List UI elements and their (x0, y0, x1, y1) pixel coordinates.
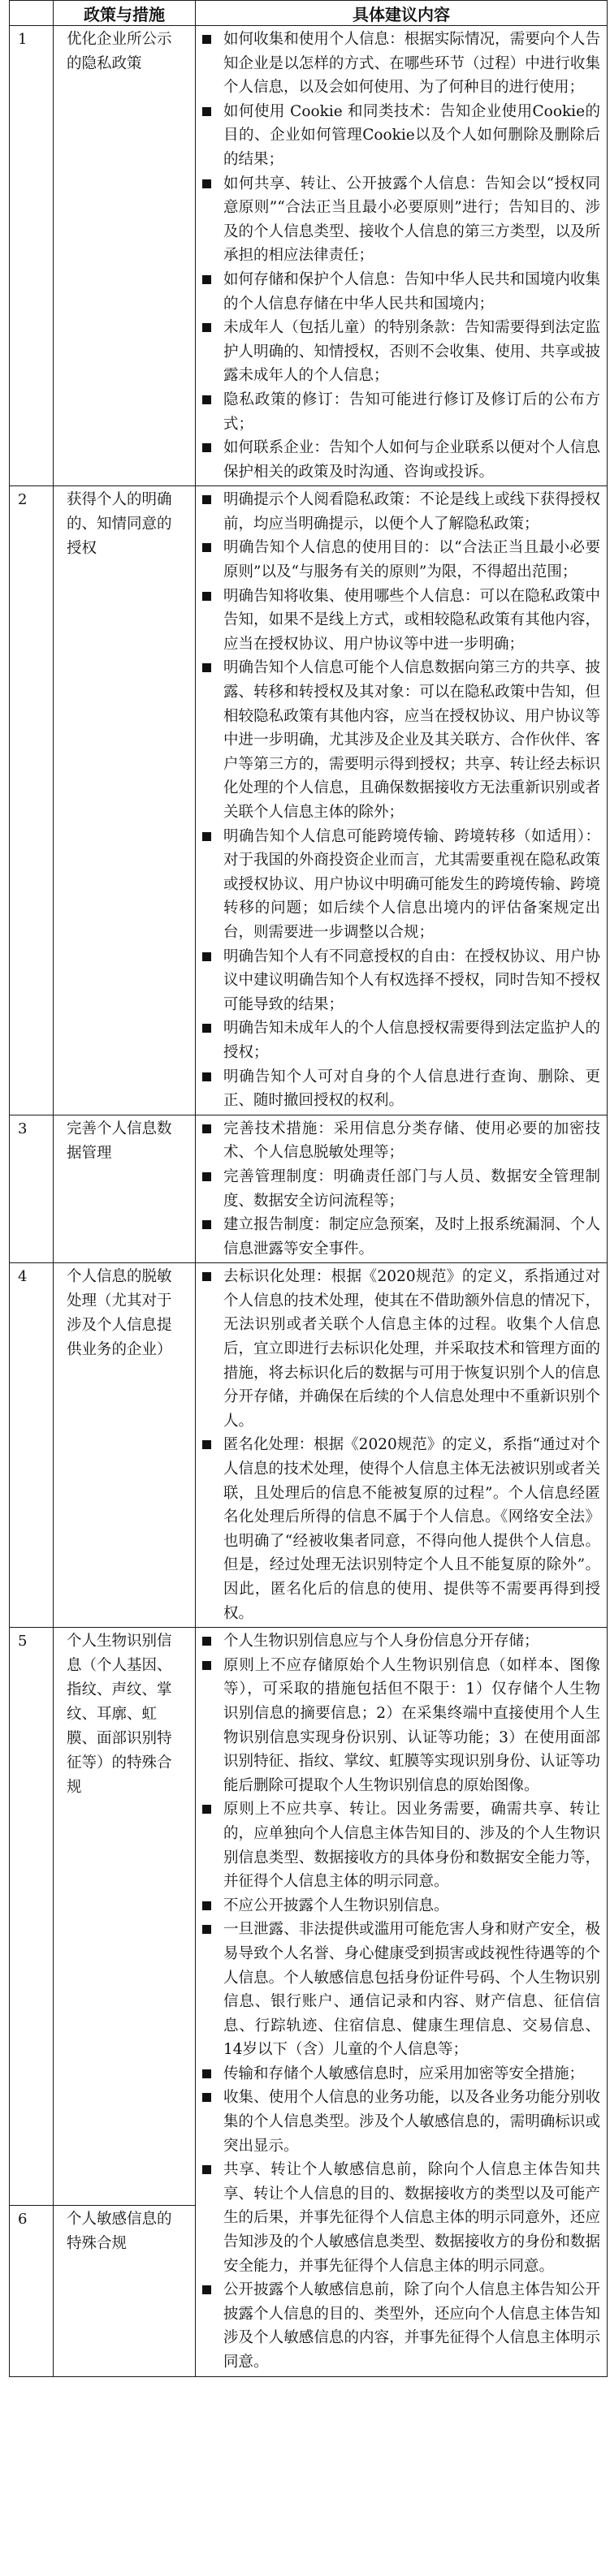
detail-cell (196, 26, 608, 486)
square-bullet-icon (202, 1440, 211, 1449)
list-item-text: 一旦泄露、非法提供或滥用可能危害人身和财产安全，极易导致个人名誉、身心健康受到损害或歧视性待遇等的个人信息。个人敏感信息包括身份证件号码、个人生物识别信息、银行账户、通信记录和内容、财产信息、征信信息、行踪轨迹、住宿信息、健康生理信息、交易信息、14岁以下（含）儿童的个人信息等； (223, 1921, 600, 2059)
square-bullet-icon (202, 1901, 211, 1910)
row-number: 1 (10, 26, 54, 486)
list-item (201, 1165, 600, 1213)
list-item-text: 公开披露个人敏感信息前，除了向个人信息主体告知公开披露个人信息的目的、类型外，还应向个人信息主体告知涉及个人敏感信息的内容，并事先征得个人信息主体明示同意。 (223, 2281, 600, 2371)
list-item (201, 1797, 600, 1893)
square-bullet-icon (202, 1637, 211, 1646)
square-bullet-icon (202, 952, 211, 961)
square-bullet-icon (202, 2093, 211, 2102)
list-item (201, 388, 600, 436)
list-item (201, 1629, 600, 1654)
table-body (10, 26, 608, 2377)
detail-cell (196, 1263, 608, 1628)
list-item-text: 共享、转让个人敏感信息前，除向个人信息主体告知共享、转让个人信息的目的、数据接收方的类型以及可能产生的后果，并事先征得个人信息主体的明示同意外，还应告知涉及的个人敏感信息类型、数据接收方的身份和数据安全能力，并事先征得个人信息主体的明示同意。 (223, 2161, 600, 2275)
list-item-text: 个人生物识别信息应与个人身份信息分开存储； (223, 1633, 539, 1650)
list-item (201, 1894, 600, 1918)
list-item (201, 1433, 600, 1625)
list-item (201, 2278, 600, 2374)
square-bullet-icon (202, 323, 211, 332)
list-item-text: 明确告知个人有不同意授权的自由：在授权协议、用户协议中建议明确告知个人有权选择不授权，同时告知不授权可能导致的结果； (223, 947, 600, 1013)
list-item (201, 1065, 600, 1113)
list-item-text: 原则上不应共享、转让。因业务需要，确需共享、转让的，应单独向个人信息主体告知目的、涉及的个人生物识别信息类型、数据接收方的具体身份和数据安全能力等，并征得个人信息主体的明示同意。 (223, 1801, 600, 1891)
square-bullet-icon (202, 2165, 211, 2174)
detail-cell (196, 1115, 608, 1263)
list-item-text: 如何联系企业：告知个人如何与企业联系以便对个人信息保护相关的政策及时沟通、咨询或投诉。 (223, 439, 600, 481)
list-item (201, 1213, 600, 1261)
row-number: 4 (10, 1263, 54, 1628)
square-bullet-icon (202, 2069, 211, 2078)
policy-cell: 获得个人的明确的、知情同意的授权 (54, 486, 196, 1115)
table-row (10, 486, 608, 1115)
list-item-text: 隐私政策的修订：告知可能进行修订及修订后的公布方式； (223, 390, 600, 433)
list-item-text: 如何收集和使用个人信息：根据实际情况，需要向个人告知企业是以怎样的方式、在哪些环节（过程）中进行收集个人信息，以及会如何使用、为了何种目的进行使用； (223, 31, 600, 97)
list-item (201, 2086, 600, 2158)
list-item (201, 1117, 600, 1165)
square-bullet-icon (202, 592, 211, 601)
policy-cell: 完善个人信息数据管理 (54, 1115, 196, 1263)
list-item-text: 完善技术措施：采用信息分类存储、使用必要的加密技术、个人信息脱敏处理等； (223, 1120, 600, 1162)
detail-cell (196, 1628, 608, 2376)
square-bullet-icon (202, 443, 211, 452)
list-item-text: 原则上不应存储原始个人生物识别信息（如样本、图像等），可采取的措施包括但不限于：1）仅存储个人生物识别信息的摘要信息；2）在采集终端中直接使用个人生物识别信息实现身份识别、认证等功能；3）在使用面部识别特征、指纹、掌纹、虹膜等实现识别身份、认证等功能后删除可提取个人生物识别信息的原始图像。 (223, 1656, 600, 1794)
list-item-text: 传输和存储个人敏感信息时，应采用加密等安全措施； (223, 2065, 585, 2082)
header-detail: 具体建议内容 (196, 1, 608, 26)
list-item (201, 1918, 600, 2062)
list-item (201, 1265, 600, 1433)
list-item (201, 585, 600, 657)
list-item (201, 1654, 600, 1798)
square-bullet-icon (202, 275, 211, 284)
detail-cell (196, 486, 608, 1115)
list-item-text: 明确提示个人阅看隐私政策：不论是线上或线下获得授权前，均应当明确提示，以便个人了解隐私政策； (223, 491, 600, 533)
document-page (9, 0, 607, 2377)
list-item-text: 建立报告制度：制定应急预案，及时上报系统漏洞、个人信息泄露等安全事件。 (223, 1216, 600, 1258)
square-bullet-icon (202, 495, 211, 504)
row-number: 3 (10, 1115, 54, 1263)
detail-list (201, 1117, 600, 1262)
list-item-text: 不应公开披露个人生物识别信息。 (223, 1896, 449, 1914)
table-row (10, 1263, 608, 1628)
square-bullet-icon (202, 1220, 211, 1229)
row-number: 5 (10, 1628, 54, 2206)
list-item-text: 明确告知个人信息的使用目的：以“合法正当且最小必要原则”以及“与服务有关的原则”为限，不得超出范围； (223, 539, 600, 581)
table-row (10, 1628, 608, 2206)
square-bullet-icon (202, 543, 211, 552)
list-item-text: 完善管理制度：明确责任部门与人员、数据安全管理制度、数据安全访问流程等； (223, 1167, 600, 1210)
list-item-text: 如何共享、转让、公开披露个人信息：告知会以“授权同意原则”“合法正当且最小必要原则”进行；告知目的、涉及的个人信息类型、接收个人信息的第三方类型，以及所承担的相应法律责任； (223, 175, 600, 265)
square-bullet-icon (202, 1805, 211, 1814)
list-item (201, 536, 600, 584)
list-item-text: 明确告知未成年人的个人信息授权需要得到法定监护人的授权； (223, 1020, 600, 1061)
list-item-text: 明确告知个人信息可能个人信息数据向第三方的共享、披露、转移和转授权及其对象：可以在隐私政策中告知，但相较隐私政策有其他内容，应当在授权协议、用户协议等中进一步明确，尤其涉及企业及其关联方、合作伙伴、客户等第三方的，需要明示得到授权；共享、转让经去标识化处理的个人信息，且确保数据接收方无法重新识别或者关联个人信息主体的除外； (223, 659, 600, 821)
list-item (201, 28, 600, 100)
list-item (201, 656, 600, 824)
policy-cell: 优化企业所公示的隐私政策 (54, 26, 196, 486)
detail-list (201, 1629, 600, 2374)
square-bullet-icon (202, 395, 211, 404)
square-bullet-icon (202, 2285, 211, 2294)
table-header-row (10, 1, 608, 26)
square-bullet-icon (202, 1272, 211, 1281)
list-item (201, 2158, 600, 2278)
list-item-text: 收集、使用个人信息的业务功能，以及各业务功能分别收集的个人信息类型。涉及个人敏感信息的，需明确标识或突出显示。 (223, 2089, 600, 2155)
row-number: 2 (10, 486, 54, 1115)
square-bullet-icon (202, 832, 211, 841)
detail-list (201, 28, 600, 484)
list-item-text: 如何使用 Cookie 和同类技术：告知企业使用Cookie的目的、企业如何管理Cookie以及个人如何删除及删除后的结果； (223, 102, 600, 168)
header-number (10, 1, 54, 26)
square-bullet-icon (202, 35, 211, 44)
list-item-text: 去标识化处理：根据《2020规范》的定义，系指通过对个人信息的技术处理，使其在不借助额外信息的情况下，无法识别或者关联个人信息主体的过程。收集个人信息后，宜立即进行去标识化处理，并采取技术和管理方面的措施，将去标识化后的数据与可用于恢复识别个人的信息分开存储，并确保在后续的个人信息处理中不重新识别个人。 (223, 1268, 600, 1430)
table-row (10, 1115, 608, 1263)
list-item-text: 匿名化处理：根据《2020规范》的定义，系指“通过对个人信息的技术处理，使得个人信息主体无法被识别或者关联，且处理后的信息不能被复原的过程”。个人信息经匿名化处理后所得的信息不属于个人信息。《网络安全法》也明确了“经被收集者同意，不得向他人提供个人信息。但是，经过处理无法识别特定个人且不能复原的除外”。因此，匿名化后的信息的使用、提供等不需要再得到授权。 (223, 1436, 600, 1622)
list-item (201, 436, 600, 484)
list-item (201, 825, 600, 945)
square-bullet-icon (202, 179, 211, 188)
list-item (201, 316, 600, 388)
square-bullet-icon (202, 663, 211, 672)
square-bullet-icon (202, 1124, 211, 1133)
detail-list (201, 488, 600, 1112)
list-item-text: 明确告知个人信息可能跨境传输、跨境转移（如适用）：对于我国的外商投资企业而言，尤其需要重视在隐私政策或授权协议、用户协议中明确可能发生的跨境传输、跨境转移的问题；如后续个人信息出境内的评估备案规定出台，则需要进一步调整以合规； (223, 827, 600, 941)
list-item-text: 明确告知个人可对自身的个人信息进行查询、删除、更正、随时撤回授权的权利。 (223, 1068, 600, 1110)
detail-list (201, 1265, 600, 1625)
list-item (201, 2062, 600, 2086)
policy-cell: 个人信息的脱敏处理（尤其对于涉及个人信息提供业务的企业） (54, 1263, 196, 1628)
square-bullet-icon (202, 1661, 211, 1670)
square-bullet-icon (202, 1925, 211, 1934)
list-item (201, 1016, 600, 1064)
policy-table (9, 0, 608, 2377)
list-item (201, 945, 600, 1017)
list-item (201, 488, 600, 536)
header-policy: 政策与措施 (54, 1, 196, 26)
list-item-text: 未成年人（包括儿童）的特别条款：告知需要得到法定监护人明确的、知情授权，否则不会收集、使用、共享或披露未成年人的个人信息； (223, 319, 600, 385)
square-bullet-icon (202, 107, 211, 116)
list-item (201, 172, 600, 268)
square-bullet-icon (202, 1072, 211, 1081)
list-item (201, 100, 600, 172)
square-bullet-icon (202, 1172, 211, 1181)
square-bullet-icon (202, 1024, 211, 1033)
policy-cell: 个人生物识别信息（个人基因、指纹、声纹、掌纹、耳廓、虹膜、面部识别特征等）的特殊合规 (54, 1628, 196, 2206)
list-item-text: 如何存储和保护个人信息：告知中华人民共和国境内收集的个人信息存储在中华人民共和国境内； (223, 270, 600, 313)
list-item (201, 268, 600, 316)
table-row (10, 26, 608, 486)
policy-cell: 个人敏感信息的特殊合规 (54, 2206, 196, 2377)
row-number: 6 (10, 2206, 54, 2377)
list-item-text: 明确告知将收集、使用哪些个人信息：可以在隐私政策中告知，如果不是线上方式，或相较隐私政策有其他内容，应当在授权协议、用户协议等中进一步明确； (223, 587, 600, 653)
